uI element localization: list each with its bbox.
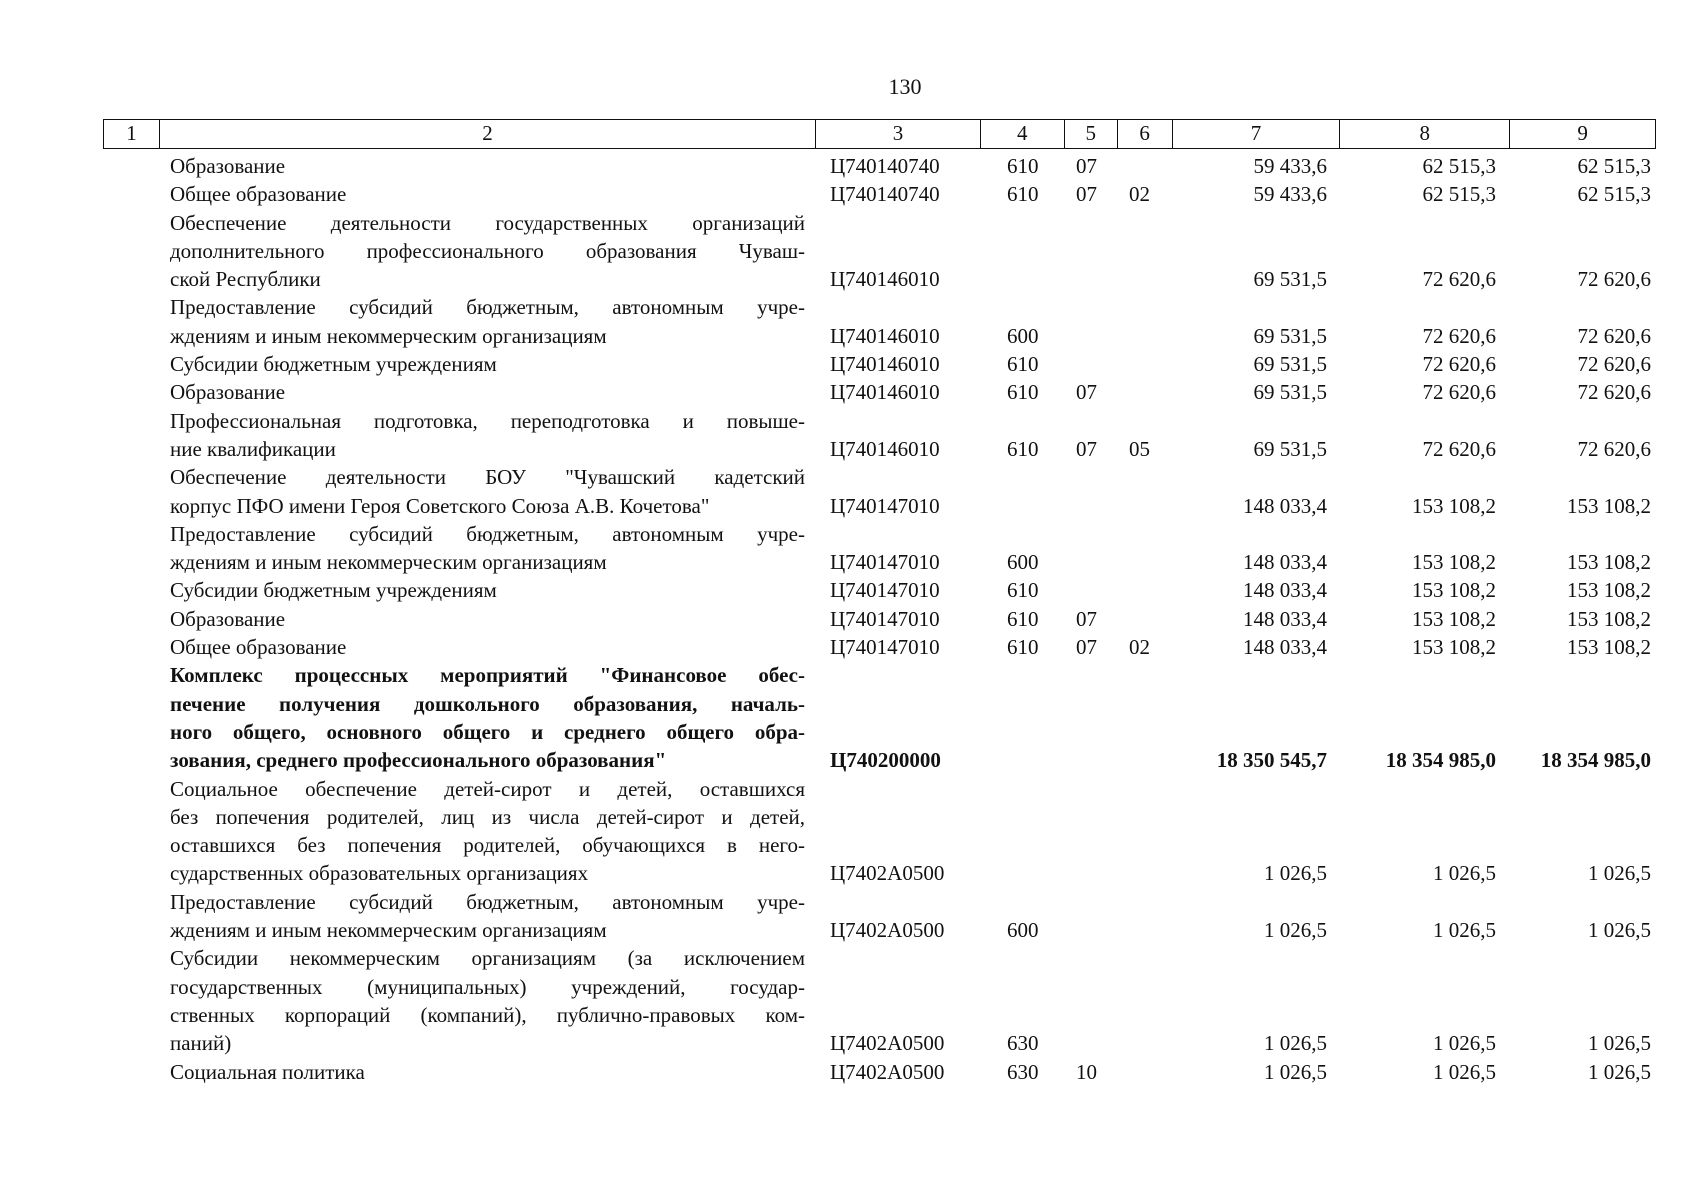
row-value-8: 153 108,2: [1412, 493, 1496, 518]
row-name: [170, 661, 805, 774]
row-code: Ц7402А0500: [830, 861, 945, 886]
table-row: [0, 209, 1697, 294]
row-code: Ц740147010: [830, 606, 940, 631]
row-code: Ц740140740: [830, 182, 940, 207]
row-value-8: 1 026,5: [1433, 918, 1496, 943]
table-row: [0, 152, 1697, 180]
row-name-line: Субсидии бюджетным учреждениям: [170, 578, 497, 603]
row-value-8: 72 620,6: [1422, 352, 1496, 377]
row-name-line: ние квалификации: [170, 436, 336, 461]
row-code: Ц740200000: [830, 748, 941, 773]
row-col-5: 07: [1076, 635, 1097, 660]
row-name: [170, 180, 805, 208]
table-row: [0, 293, 1697, 350]
row-name-line: дополнительного профессионального образования Чуваш-: [170, 238, 805, 263]
header-col-1: 1: [104, 120, 160, 148]
row-col-4: 600: [1007, 550, 1039, 575]
row-col-4: 610: [1007, 182, 1039, 207]
row-name-line: ской Республики: [170, 267, 321, 292]
row-name-line: Комплекс процессных мероприятий "Финансовое обес-: [170, 663, 805, 688]
row-name-line: Образование: [170, 154, 286, 178]
row-code: Ц740140740: [830, 154, 940, 178]
row-col-4: 600: [1007, 918, 1039, 943]
row-code: Ц740147010: [830, 635, 940, 660]
row-value-7: 59 433,6: [1253, 154, 1327, 178]
row-col-4: 610: [1007, 635, 1039, 660]
row-value-7: 148 033,4: [1243, 606, 1327, 631]
row-value-8: 72 620,6: [1422, 380, 1496, 405]
row-name: [170, 293, 805, 350]
row-value-7: 1 026,5: [1264, 861, 1327, 886]
row-value-8: 153 108,2: [1412, 606, 1496, 631]
row-name-line: ного общего, основного общего и среднего общего обра-: [170, 719, 805, 744]
row-name: [170, 775, 805, 888]
row-name: [170, 888, 805, 945]
row-name: [170, 209, 805, 294]
row-name: [170, 944, 805, 1057]
table-body: [0, 152, 1697, 1086]
row-name-line: без попечения родителей, лиц из числа детей-сирот и детей,: [170, 804, 805, 829]
row-value-9: 62 515,3: [1577, 154, 1651, 178]
header-col-3: 3: [816, 120, 981, 148]
row-value-8: 153 108,2: [1412, 578, 1496, 603]
row-col-4: 630: [1007, 1059, 1039, 1084]
header-col-2: 2: [160, 120, 816, 148]
row-value-7: 148 033,4: [1243, 635, 1327, 660]
row-name-line: Общее образование: [170, 635, 347, 660]
row-value-7: 69 531,5: [1253, 267, 1327, 292]
header-col-8: 8: [1340, 120, 1510, 148]
row-code: Ц7402А0500: [830, 1031, 945, 1056]
row-name-line: Социальное обеспечение детей-сирот и детей, оставшихся: [170, 776, 805, 801]
row-value-9: 18 354 985,0: [1540, 748, 1651, 773]
row-name-line: ждениям и иным некоммерческим организациям: [170, 550, 607, 575]
row-col-5: 07: [1076, 154, 1097, 178]
row-name: [170, 350, 805, 378]
row-name-line: Обеспечение деятельности государственных организаций: [170, 210, 805, 235]
table-row: [0, 378, 1697, 406]
row-name-line: зования, среднего профессионального образования": [170, 748, 667, 773]
row-name: [170, 463, 805, 520]
row-name-line: Предоставление субсидий бюджетным, автономным учре-: [170, 521, 805, 546]
row-value-9: 153 108,2: [1567, 493, 1651, 518]
row-name-line: Образование: [170, 606, 286, 631]
row-name: [170, 520, 805, 577]
row-col-5: 07: [1076, 380, 1097, 405]
row-name: [170, 407, 805, 464]
row-code: Ц740146010: [830, 436, 940, 461]
row-name-line: ждениям и иным некоммерческим организациям: [170, 918, 607, 943]
row-value-9: 153 108,2: [1567, 550, 1651, 575]
row-value-7: 1 026,5: [1264, 918, 1327, 943]
row-name-line: ждениям и иным некоммерческим организациям: [170, 323, 607, 348]
row-col-6: 02: [1129, 182, 1150, 207]
row-value-9: 1 026,5: [1588, 861, 1651, 886]
table-row: [0, 775, 1697, 888]
row-code: Ц740147010: [830, 578, 940, 603]
row-name-line: Предоставление субсидий бюджетным, автономным учре-: [170, 295, 805, 320]
table-row: [0, 180, 1697, 208]
row-value-8: 18 354 985,0: [1385, 748, 1496, 773]
row-code: Ц7402А0500: [830, 1059, 945, 1084]
row-value-8: 153 108,2: [1412, 635, 1496, 660]
row-name-line: Субсидии бюджетным учреждениям: [170, 352, 497, 377]
row-value-9: 72 620,6: [1577, 323, 1651, 348]
row-name: [170, 378, 805, 406]
row-name-line: ственных корпораций (компаний), публично-правовых ком-: [170, 1002, 805, 1027]
row-value-7: 148 033,4: [1243, 550, 1327, 575]
header-col-4: 4: [981, 120, 1065, 148]
row-name: [170, 576, 805, 604]
row-value-9: 72 620,6: [1577, 436, 1651, 461]
row-value-7: 69 531,5: [1253, 352, 1327, 377]
table-row: [0, 888, 1697, 945]
table-row: [0, 661, 1697, 774]
row-value-9: 153 108,2: [1567, 578, 1651, 603]
row-value-9: 72 620,6: [1577, 267, 1651, 292]
row-code: Ц740146010: [830, 352, 940, 377]
row-value-8: 72 620,6: [1422, 267, 1496, 292]
row-name-line: Профессиональная подготовка, переподготовка и повыше-: [170, 408, 805, 433]
row-value-9: 153 108,2: [1567, 606, 1651, 631]
row-name-line: Субсидии некоммерческим организациям (за исключением: [170, 946, 805, 971]
table-row: [0, 350, 1697, 378]
row-value-8: 62 515,3: [1422, 182, 1496, 207]
row-name-line: государственных (муниципальных) учреждений, государ-: [170, 974, 805, 999]
header-col-6: 6: [1118, 120, 1173, 148]
row-col-6: 05: [1129, 436, 1150, 461]
row-value-8: 1 026,5: [1433, 1059, 1496, 1084]
row-name-line: печение получения дошкольного образования, началь-: [170, 691, 805, 716]
row-name-line: Предоставление субсидий бюджетным, автономным учре-: [170, 889, 805, 914]
table-row: [0, 1058, 1697, 1086]
row-col-4: 610: [1007, 578, 1039, 603]
table-row: [0, 944, 1697, 1057]
row-col-4: 610: [1007, 154, 1039, 178]
page-number: 130: [888, 74, 922, 99]
row-name-line: Образование: [170, 380, 286, 405]
table-row: [0, 463, 1697, 520]
row-value-8: 153 108,2: [1412, 550, 1496, 575]
row-col-4: 610: [1007, 606, 1039, 631]
row-name-line: сударственных образовательных организациях: [170, 861, 589, 886]
row-name-line: Общее образование: [170, 182, 347, 207]
row-name-line: паний): [170, 1031, 232, 1056]
row-value-7: 148 033,4: [1243, 493, 1327, 518]
row-value-9: 72 620,6: [1577, 380, 1651, 405]
row-value-8: 62 515,3: [1422, 154, 1496, 178]
row-name-line: корпус ПФО имени Героя Советского Союза А.В. Кочетова": [170, 493, 710, 518]
row-name-line: Социальная политика: [170, 1059, 365, 1084]
row-value-7: 59 433,6: [1253, 182, 1327, 207]
row-name: [170, 605, 805, 633]
row-value-7: 69 531,5: [1253, 436, 1327, 461]
header-col-9: 9: [1577, 121, 1588, 145]
row-col-4: 610: [1007, 352, 1039, 377]
row-name: [170, 152, 805, 180]
table-row: [0, 520, 1697, 577]
header-col-7: 7: [1173, 120, 1341, 148]
row-value-9: 62 515,3: [1577, 182, 1651, 207]
row-code: Ц740146010: [830, 380, 940, 405]
row-value-9: 153 108,2: [1567, 635, 1651, 660]
row-value-9: 1 026,5: [1588, 1059, 1651, 1084]
table-row: [0, 633, 1697, 661]
row-value-8: 72 620,6: [1422, 323, 1496, 348]
row-code: Ц7402А0500: [830, 918, 945, 943]
row-col-5: 10: [1076, 1059, 1097, 1084]
row-name: [170, 633, 805, 661]
table-row: [0, 605, 1697, 633]
row-value-8: 1 026,5: [1433, 1031, 1496, 1056]
header-col-5: 5: [1065, 120, 1118, 148]
row-value-7: 69 531,5: [1253, 323, 1327, 348]
row-col-5: 07: [1076, 182, 1097, 207]
row-col-4: 630: [1007, 1031, 1039, 1056]
row-value-7: 1 026,5: [1264, 1059, 1327, 1084]
table-row: [0, 407, 1697, 464]
row-col-4: 610: [1007, 436, 1039, 461]
row-col-6: 02: [1129, 635, 1150, 660]
row-code: Ц740147010: [830, 493, 940, 518]
row-name-line: оставшихся без попечения родителей, обучающихся в него-: [170, 833, 805, 858]
row-col-5: 07: [1076, 606, 1097, 631]
row-value-7: 18 350 545,7: [1216, 748, 1327, 773]
row-col-4: 610: [1007, 380, 1039, 405]
row-value-7: 69 531,5: [1253, 380, 1327, 405]
row-name-line: Обеспечение деятельности БОУ "Чувашский кадетский: [170, 465, 805, 490]
row-value-9: 1 026,5: [1588, 918, 1651, 943]
row-value-8: 1 026,5: [1433, 861, 1496, 886]
row-value-9: 72 620,6: [1577, 352, 1651, 377]
row-col-4: 600: [1007, 323, 1039, 348]
row-value-7: 1 026,5: [1264, 1031, 1327, 1056]
row-code: Ц740146010: [830, 267, 940, 292]
row-value-9: 1 026,5: [1588, 1031, 1651, 1056]
table-header-row: [103, 119, 1656, 149]
row-col-5: 07: [1076, 436, 1097, 461]
row-value-8: 72 620,6: [1422, 436, 1496, 461]
row-code: Ц740147010: [830, 550, 940, 575]
row-value-7: 148 033,4: [1243, 578, 1327, 603]
row-name: [170, 1058, 805, 1086]
table-row: [0, 576, 1697, 604]
row-code: Ц740146010: [830, 323, 940, 348]
